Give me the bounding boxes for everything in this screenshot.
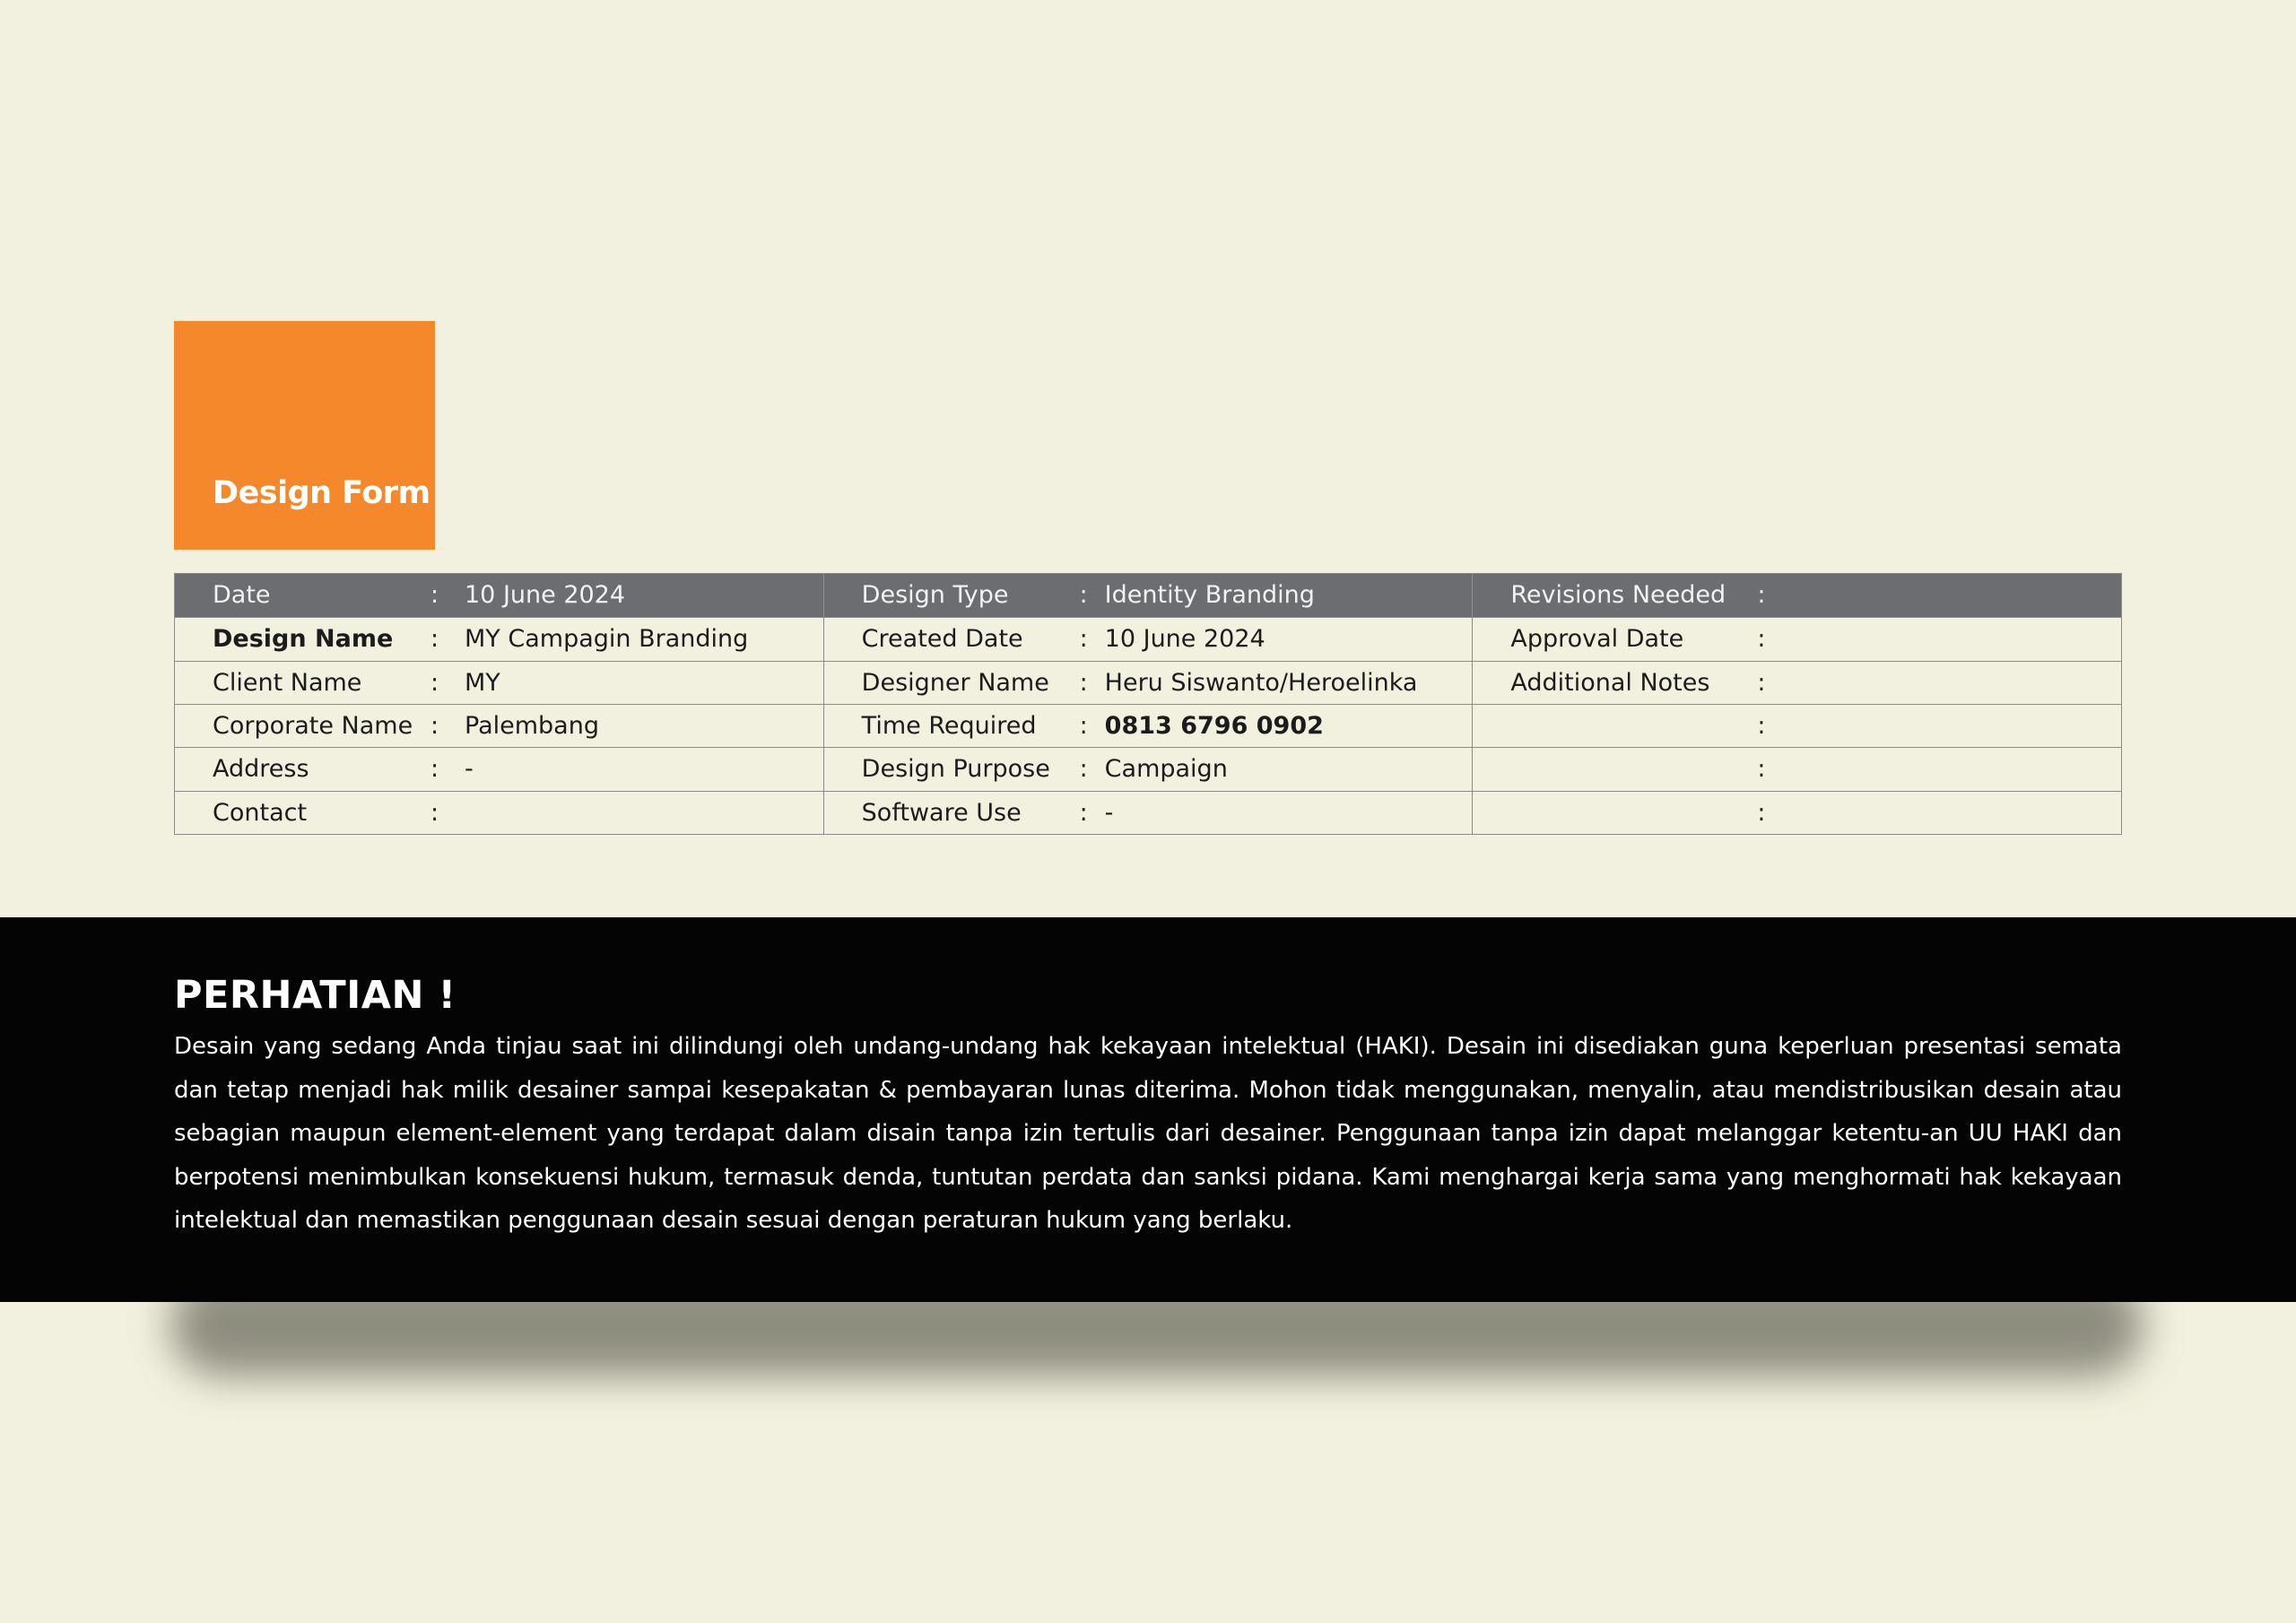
field-label-design-purpose: Design Purpose (861, 755, 1050, 784)
field-separator: : (1079, 711, 1088, 740)
field-value-address: - (465, 755, 474, 784)
field-label-design-type: Design Type (861, 581, 1009, 609)
field-value-software-use: - (1104, 798, 1114, 827)
field-separator: : (430, 755, 439, 784)
field-value-created-date: 10 June 2024 (1104, 625, 1265, 654)
field-separator: : (1757, 581, 1766, 609)
page-title: Design Form (213, 475, 430, 511)
field-label-address: Address (213, 755, 309, 784)
form-row-time-required (824, 704, 1473, 747)
form-row-client-name (175, 661, 823, 704)
form-row-blank-1 (1473, 704, 2121, 747)
field-label-software-use: Software Use (861, 798, 1022, 827)
field-label-revisions-needed: Revisions Needed (1510, 581, 1726, 609)
field-separator: : (1757, 711, 1766, 740)
field-value-designer-name: Heru Siswanto/Heroelinka (1104, 668, 1418, 697)
field-separator: : (430, 711, 439, 740)
field-label-created-date: Created Date (861, 625, 1023, 654)
field-label-contact: Contact (213, 798, 308, 827)
field-separator: : (430, 668, 439, 697)
field-separator: : (1079, 668, 1088, 697)
form-column-revisions (1472, 574, 2121, 834)
design-form-logo-box (174, 321, 435, 550)
field-value-client-name: MY (465, 668, 500, 697)
field-value-design-purpose: Campaign (1104, 755, 1228, 784)
field-value-design-name: MY Campagin Branding (465, 625, 749, 654)
field-label-additional-notes: Additional Notes (1510, 668, 1710, 697)
field-separator: : (430, 798, 439, 827)
field-label-approval-date: Approval Date (1510, 625, 1684, 654)
form-row-revisions-needed (1473, 574, 2121, 617)
form-row-additional-notes (1473, 661, 2121, 704)
form-column-design (823, 574, 1473, 834)
form-row-design-name (175, 617, 823, 660)
field-separator: : (1079, 798, 1088, 827)
field-label-design-name: Design Name (213, 625, 394, 654)
notice-banner (0, 917, 2296, 1302)
field-value-corporate-name: Palembang (465, 711, 599, 740)
form-row-approval-date (1473, 617, 2121, 660)
field-separator: : (430, 581, 439, 609)
form-row-corporate-name (175, 704, 823, 747)
field-label-designer-name: Designer Name (861, 668, 1049, 697)
field-separator: : (1757, 755, 1766, 784)
field-separator: : (1079, 581, 1088, 609)
notice-body: Desain yang sedang Anda tinjau saat ini dilindungi oleh undang-undang hak kekayaan intelektual (HAKI). Desain ini disediakan guna keperluan presentasi semata dan tetap menjadi hak milik desainer sampai kesepakatan & pembayaran lunas diterima. Mohon tidak menggunakan, menyalin, atau mendistribusikan desain atau sebagian maupun element-element yang terdapat dalam disain tanpa izin tertulis dari desainer. Penggunaan tanpa izin dapat melanggar ketentu-an UU HAKI dan berpotensi menimbulkan konsekuensi hukum, termasuk denda, tuntutan perdata dan sanksi pidana. Kami menghargai kerja sama yang menghormati hak kekayaan intelektual dan memastikan penggunaan desain sesuai dengan peraturan hukum yang berlaku. (174, 1033, 2122, 1235)
design-form-table (174, 573, 2122, 835)
field-separator: : (1757, 798, 1766, 827)
form-row-created-date (824, 617, 1473, 660)
field-label-time-required: Time Required (861, 711, 1037, 740)
notice-title: PERHATIAN ! (174, 973, 457, 1018)
field-separator: : (1079, 755, 1088, 784)
field-separator: : (1757, 668, 1766, 697)
field-value-time-required: 0813 6796 0902 (1104, 711, 1324, 740)
form-row-design-purpose (824, 747, 1473, 790)
form-row-address (175, 747, 823, 790)
form-row-design-type (824, 574, 1473, 617)
field-value-design-type: Identity Branding (1104, 581, 1315, 609)
field-label-date: Date (213, 581, 271, 609)
form-row-contact (175, 791, 823, 834)
form-column-client (175, 574, 823, 834)
form-row-blank-3 (1473, 791, 2121, 834)
form-row-date (175, 574, 823, 617)
form-row-blank-2 (1473, 747, 2121, 790)
form-row-designer-name (824, 661, 1473, 704)
field-separator: : (1079, 625, 1088, 654)
field-value-date: 10 June 2024 (465, 581, 626, 609)
form-row-software-use (824, 791, 1473, 834)
field-label-corporate-name: Corporate Name (213, 711, 413, 740)
field-label-client-name: Client Name (213, 668, 362, 697)
field-separator: : (430, 625, 439, 654)
field-separator: : (1757, 625, 1766, 654)
